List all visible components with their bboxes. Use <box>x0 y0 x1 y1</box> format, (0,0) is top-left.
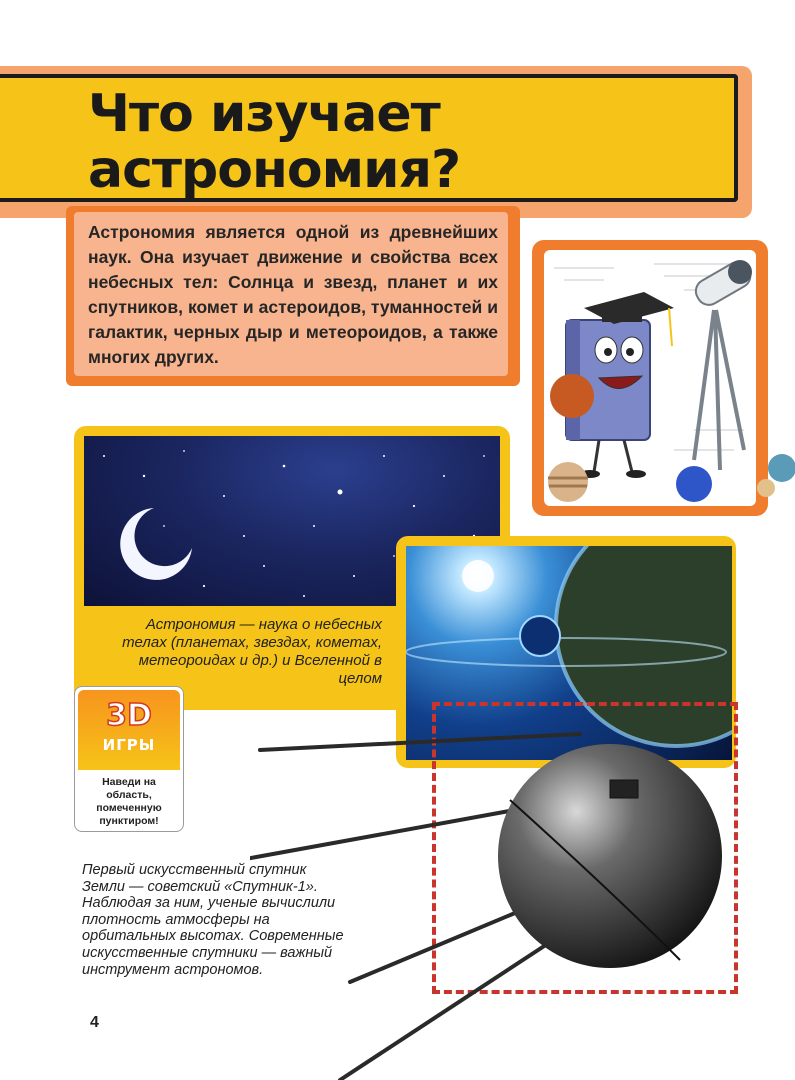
page-title <box>88 86 708 198</box>
title-line-2: астрономия? <box>88 140 461 200</box>
page-number: 4 <box>90 1014 99 1031</box>
book-mascot-icon <box>544 250 756 506</box>
title-line-1: Что изучает <box>88 84 440 144</box>
small-planets-icon <box>756 446 795 506</box>
badge-hint: Наведи на область, помеченную пунктиром! <box>96 776 162 827</box>
intro-text: Астрономия является одной из древнейших наук. Она изучает движение и свойства всех небесных тел: Солнца и звезд, планет и их спутников, комет и астероидов, туманностей и галактик, черных дыр и метеороидов, а также многих других. <box>88 222 498 367</box>
badge-3d-label: 3D <box>106 698 152 733</box>
mascot-illustration <box>544 250 756 506</box>
astronomy-caption: Астрономия — наука о небесных телах (планетах, звездах, кометах, метеороидах и др.) и Вселенной в целом <box>122 616 382 687</box>
badge-games-label: ИГРЫ <box>102 736 156 754</box>
sputnik-caption: Первый искусственный спутник Земли — советский «Спутник-1». Наблюдая за ним, ученые вычислили плотность атмосферы на орбитальных высотах. Современные искусственные спутники — важный инструмент астрономов. <box>82 862 344 978</box>
